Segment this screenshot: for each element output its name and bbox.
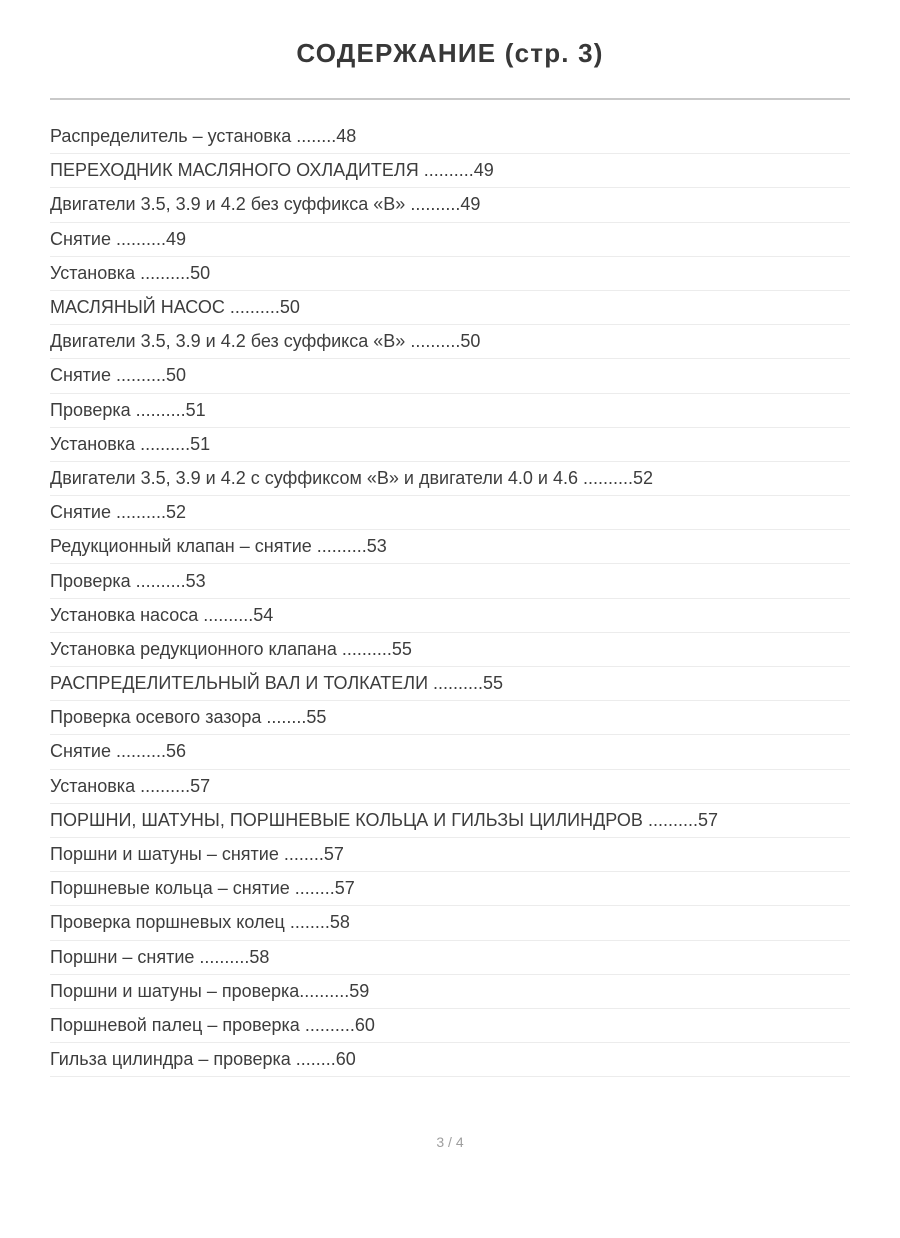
toc-entry-page: 49 [473, 160, 494, 181]
toc-entry-leader: .......... [135, 262, 191, 283]
toc-entry-label: Проверка осевого зазора [50, 707, 262, 728]
toc-entry [50, 633, 850, 667]
toc-entry [50, 325, 850, 359]
toc-entry-leader: ........ [261, 707, 307, 728]
document-page [50, 38, 850, 1150]
toc-entry-page: 52 [633, 467, 654, 488]
toc-entry-leader: .......... [135, 433, 191, 454]
toc-entry-page: 53 [366, 536, 387, 557]
toc-entry-label: РАСПРЕДЕЛИТЕЛЬНЫЙ ВАЛ И ТОЛКАТЕЛИ [50, 673, 428, 694]
toc-entry-label: Поршневой палец – проверка [50, 1014, 300, 1035]
toc-entry-label: Редукционный клапан – снятие [50, 536, 312, 557]
toc-entry-page: 55 [391, 638, 412, 659]
toc-entry [50, 257, 850, 291]
toc-entry-label: Двигатели 3.5, 3.9 и 4.2 с суффиксом «В» и двигатели 4.0 и 4.6 [50, 467, 578, 488]
toc-entry-page: 59 [349, 980, 370, 1001]
toc-entry [50, 838, 850, 872]
toc-entry-leader: .......... [198, 604, 254, 625]
toc-entry [50, 701, 850, 735]
toc-entry-page: 57 [697, 809, 718, 830]
toc-entry-label: Установка [50, 433, 136, 454]
toc-entry-label: Поршни и шатуны – проверка [50, 980, 300, 1001]
toc-entry-leader: .......... [111, 228, 167, 249]
toc-entry-leader: .......... [405, 194, 461, 215]
toc-entry-label: МАСЛЯНЫЙ НАСОС [50, 297, 225, 318]
toc-entry-label: Установка насоса [50, 604, 199, 625]
toc-entry-page: 49 [166, 228, 187, 249]
toc-entry [50, 462, 850, 496]
toc-entry-label: ПЕРЕХОДНИК МАСЛЯНОГО ОХЛАДИТЕЛЯ [50, 160, 419, 181]
toc-entry-leader: ........ [289, 878, 335, 899]
toc-entry-page: 57 [323, 844, 344, 865]
toc-entry [50, 804, 850, 838]
toc-entry-leader: .......... [111, 502, 167, 523]
toc-entry-leader: ........ [284, 912, 330, 933]
toc-entry [50, 428, 850, 462]
toc-entry-page: 54 [253, 604, 274, 625]
toc-entry [50, 1009, 850, 1043]
toc-entry [50, 770, 850, 804]
toc-entry-leader: .......... [130, 570, 186, 591]
title-divider [50, 98, 850, 100]
toc-entry-leader: .......... [299, 980, 350, 1001]
toc-entry-page: 48 [336, 126, 357, 147]
toc-entry-leader: .......... [111, 741, 167, 762]
toc-entry-leader: .......... [336, 638, 392, 659]
toc-entry-leader: .......... [194, 946, 250, 967]
toc-entry-page: 60 [354, 1014, 375, 1035]
toc-entry-label: Проверка [50, 570, 131, 591]
toc-entry [50, 530, 850, 564]
toc-entry-label: Поршневые кольца – снятие [50, 878, 290, 899]
toc-entry [50, 906, 850, 940]
toc-entry-page: 50 [460, 331, 481, 352]
toc-entry-leader: .......... [405, 331, 461, 352]
toc-entry-page: 57 [334, 878, 355, 899]
toc-entry-page: 56 [166, 741, 187, 762]
toc-entry [50, 359, 850, 393]
toc-entry-label: Проверка [50, 399, 131, 420]
toc-entry-label: Поршни – снятие [50, 946, 195, 967]
toc-entry-page: 58 [249, 946, 270, 967]
toc-entry-label: Двигатели 3.5, 3.9 и 4.2 без суффикса «В» [50, 194, 406, 215]
toc-entry [50, 872, 850, 906]
toc-entry [50, 941, 850, 975]
toc-entry-page: 50 [166, 365, 187, 386]
toc-entry-leader: .......... [311, 536, 367, 557]
toc-entry-leader: .......... [130, 399, 186, 420]
toc-entry-label: Гильза цилиндра – проверка [50, 1049, 291, 1070]
toc-entry-label: Распределитель – установка [50, 126, 292, 147]
toc-entry [50, 120, 850, 154]
toc-entry-page: 58 [329, 912, 350, 933]
toc-entry-page: 50 [190, 262, 211, 283]
toc-entry [50, 394, 850, 428]
toc-entry [50, 223, 850, 257]
toc-entry-leader: .......... [428, 673, 484, 694]
toc-entry-label: Установка редукционного клапана [50, 638, 337, 659]
toc-entry-page: 57 [190, 775, 211, 796]
toc-entry-page: 51 [190, 433, 211, 454]
toc-entry-leader: ........ [291, 126, 337, 147]
toc-entry-label: Снятие [50, 365, 111, 386]
toc-entry-leader: .......... [111, 365, 167, 386]
toc-entry-label: Снятие [50, 741, 111, 762]
toc-entry [50, 291, 850, 325]
toc-entry-leader: ........ [290, 1049, 336, 1070]
toc-entry-label: ПОРШНИ, ШАТУНЫ, ПОРШНЕВЫЕ КОЛЬЦА И ГИЛЬЗЫ ЦИЛИНДРОВ [50, 809, 643, 830]
toc-entry-page: 53 [185, 570, 206, 591]
page-number-indicator: 3 / 4 [436, 1134, 464, 1151]
toc-entry-page: 55 [483, 673, 504, 694]
toc-entry-page: 52 [166, 502, 187, 523]
toc-entry-label: Установка [50, 775, 136, 796]
toc-entry [50, 564, 850, 598]
toc-entry-label: Двигатели 3.5, 3.9 и 4.2 без суффикса «В» [50, 331, 406, 352]
toc-entry-label: Поршни и шатуны – снятие [50, 844, 279, 865]
toc-entry-page: 50 [279, 297, 300, 318]
toc-entry-label: Снятие [50, 228, 111, 249]
toc-entry [50, 1043, 850, 1077]
toc-entry-leader: .......... [135, 775, 191, 796]
toc-entry [50, 975, 850, 1009]
page-title: СОДЕРЖАНИЕ (стр. 3) [296, 38, 604, 68]
toc-entry-label: Установка [50, 262, 136, 283]
toc-entry [50, 496, 850, 530]
toc-entry-page: 55 [306, 707, 327, 728]
toc-entry [50, 667, 850, 701]
toc-entry-label: Проверка поршневых колец [50, 912, 285, 933]
toc-entry-leader: .......... [577, 467, 633, 488]
toc-entry [50, 735, 850, 769]
toc-entry-page: 60 [335, 1049, 356, 1070]
toc-entry-page: 51 [185, 399, 206, 420]
toc-entry-label: Снятие [50, 502, 111, 523]
toc-entry-leader: ........ [278, 844, 324, 865]
toc-entry-page: 49 [460, 194, 481, 215]
toc-entry [50, 154, 850, 188]
toc-entry-leader: .......... [642, 809, 698, 830]
toc-entry [50, 599, 850, 633]
toc-entry-leader: .......... [224, 297, 280, 318]
toc-entry [50, 188, 850, 222]
toc-entry-leader: .......... [418, 160, 474, 181]
toc-list [50, 120, 850, 1077]
toc-entry-leader: .......... [299, 1014, 355, 1035]
